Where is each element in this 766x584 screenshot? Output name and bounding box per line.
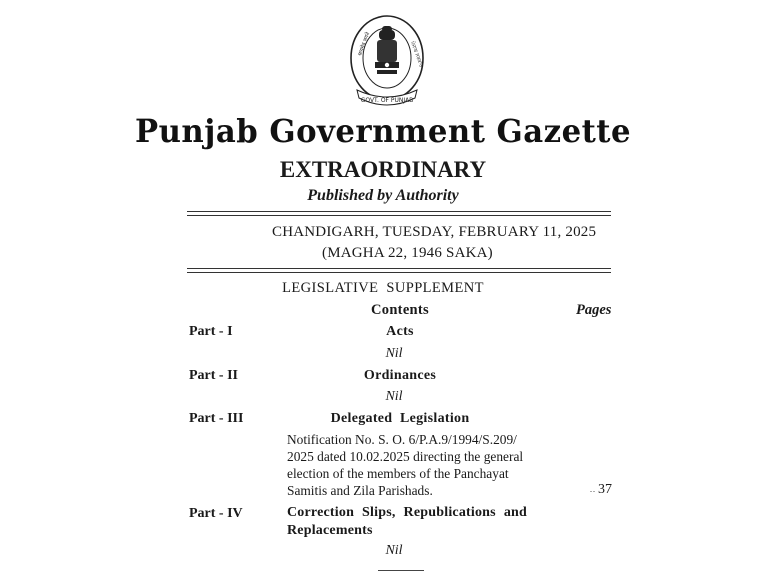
mid-double-rule-1 [187,268,611,269]
top-double-rule-2 [187,215,611,216]
published-by-authority: Published by Authority [307,187,459,204]
part-heading: Correction Slips, Republications and Replacements [287,505,527,538]
part-label: Part - I [189,324,233,339]
dateline: CHANDIGARH, TUESDAY, FEBRUARY 11, 2025 [272,224,597,240]
part-heading: Delegated Legislation [330,411,470,426]
svg-text:ਪੰਜਾਬ ਸਰਕਾਰ: ਪੰਜਾਬ ਸਰਕਾਰ [409,40,424,69]
nil-entry: Nil [385,346,403,361]
part-heading: Ordinances [363,368,437,383]
extraordinary-heading: EXTRAORDINARY [279,157,487,182]
part-label: Part - III [189,411,244,426]
svg-text:GOVT. OF PUNJAB: GOVT. OF PUNJAB [360,97,414,104]
nil-entry: Nil [385,389,403,404]
part-label: Part - II [189,368,238,383]
saka-date: (MAGHA 22, 1946 SAKA) [322,245,493,261]
pages-heading: Pages [576,302,612,318]
nil-entry: Nil [385,543,403,558]
part-label: Part - IV [189,506,243,521]
state-emblem-seal [349,12,425,116]
top-double-rule-1 [187,211,611,212]
end-rule [378,570,424,571]
notification-entry: Notification No. S. O. 6/P.A.9/1994/S.209/ 2025 dated 10.02.2025 directing the general election of the members of the Panchayat Samitis and Zila Parishads. [287,432,524,498]
part-heading: Acts [386,324,414,339]
mid-double-rule-2 [187,272,611,273]
legislative-supplement-label: LEGISLATIVE SUPPLEMENT [282,280,484,296]
gazette-masthead: Punjab Government Gazette [135,112,631,150]
leader-dots: .. [590,485,596,494]
page-number: 37 [598,482,612,497]
contents-heading: Contents [371,302,429,318]
svg-text:सत्यमेव जयते: सत्यमेव जयते [357,31,372,57]
